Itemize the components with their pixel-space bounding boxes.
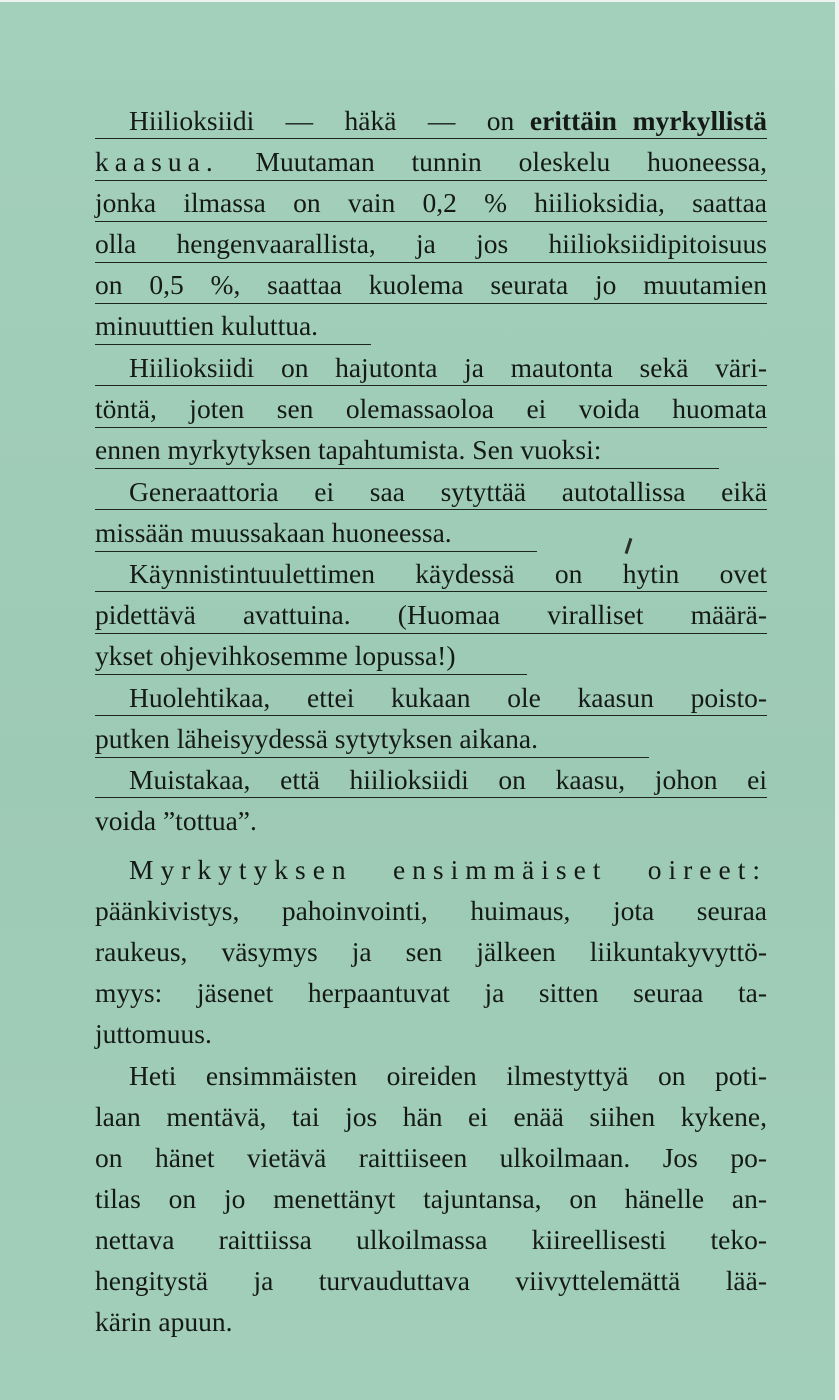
- warning-line-4: olla hengenvaarallista, ja jos hiilioksiidipitoisuus: [95, 224, 767, 263]
- p5-line-1: Huolehtikaa, ettei kukaan ole kaasun poisto-: [95, 678, 767, 716]
- firstaid-line-1: Heti ensimmäisten oireiden ilmestyttyä on poti-: [129, 1060, 767, 1091]
- p3-line-1: Generaattoria ei saa sytyttää autotallissa eikä: [95, 472, 767, 510]
- dash-1: —: [269, 105, 329, 136]
- symptoms-line-4: juttomuus.: [95, 1018, 212, 1049]
- page-top-edge: [0, 0, 839, 2]
- warning-emphasis: erittäin myrkyllistä: [529, 105, 768, 136]
- warning-line-1: [95, 101, 767, 139]
- symptoms-heading: Myrkytyksen ensimmäiset oireet:: [129, 854, 767, 885]
- p2-line-1: Hiilioksiidi on hajutonta ja mautonta sekä väri-: [95, 348, 767, 386]
- ink-mark: [625, 538, 633, 554]
- p6-line-1: Muistakaa, että hiilioksiidi on kaasu, johon ei: [95, 760, 767, 798]
- firstaid-line-2: laan mentävä, tai jos hän ei enää siihen kykene,: [95, 1101, 767, 1132]
- dash-2: —: [412, 105, 471, 136]
- p2-line-2: töntä, joten sen olemassaoloa ei voida huomata: [95, 389, 767, 428]
- p4-line-3: ykset ohjevihkosemme lopussa!): [95, 636, 527, 675]
- p6-line-2: voida ”tottua”.: [95, 805, 257, 836]
- page-right-edge: [835, 0, 839, 1400]
- firstaid-line-5: nettava raittiissa ulkoilmassa kiireellisesti teko-: [95, 1224, 767, 1255]
- warning-line-3: jonka ilmassa on vain 0,2 % hiilioksidia, saattaa: [95, 183, 767, 222]
- warning-line-6: minuuttien kuluttua.: [95, 306, 371, 345]
- p5-line-2: putken läheisyydessä sytytyksen aikana.: [95, 719, 649, 758]
- symptoms-line-2: raukeus, väsymys ja sen jälkeen liikuntakyvyttö-: [95, 936, 767, 967]
- warning-line-2: [95, 142, 767, 181]
- p4-line-1: Käynnistintuulettimen käydessä on hytin ovet: [95, 554, 767, 592]
- firstaid-line-7: kärin apuun.: [95, 1306, 233, 1337]
- warning-spaced-word: kaasua.: [95, 146, 219, 177]
- p2-line-3: ennen myrkytyksen tapahtumista. Sen vuoksi:: [95, 430, 719, 469]
- symptoms-line-3: myys: jäsenet herpaantuvat ja sitten seuraa ta-: [95, 977, 767, 1008]
- warning-word-on: on: [486, 105, 515, 136]
- firstaid-line-3: on hänet vietävä raittiiseen ulkoilmaan. Jos po-: [95, 1142, 767, 1173]
- warning-word-co: Hiilioksiidi: [129, 105, 255, 136]
- warning-line-5: on 0,5 %, saattaa kuolema seurata jo muutamien: [95, 265, 767, 304]
- p3-line-2: missään muussakaan huoneessa.: [95, 513, 537, 552]
- warning-word-haka: häkä: [344, 105, 397, 136]
- firstaid-line-6: hengitystä ja turvauduttava viivyttelemättä lää-: [95, 1265, 767, 1296]
- firstaid-line-4: tilas on jo menettänyt tajuntansa, on hänelle an-: [95, 1183, 767, 1214]
- warning-line-2-text: Muutaman tunnin oleskelu huoneessa,: [255, 146, 768, 177]
- symptoms-line-1: päänkivistys, pahoinvointi, huimaus, jota seuraa: [95, 895, 767, 926]
- p4-line-2: pidettävä avattuina. (Huomaa viralliset määrä-: [95, 595, 767, 634]
